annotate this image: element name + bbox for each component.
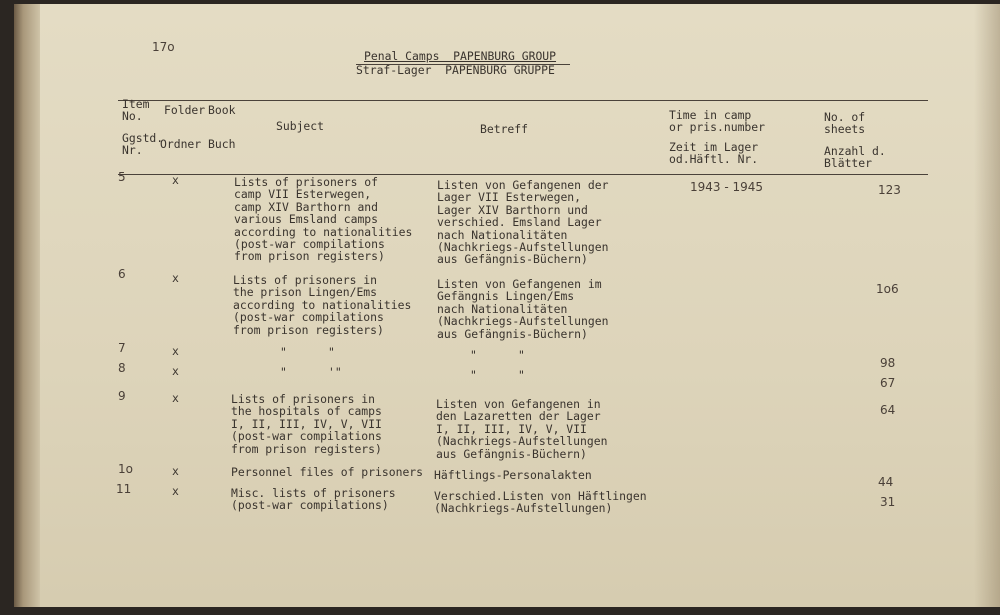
row-sheets: 123: [878, 183, 901, 197]
row-sheets: 98: [880, 356, 896, 370]
row-item-number: 7: [118, 341, 126, 355]
row-subject: Misc. lists of prisoners (post-war compilations): [231, 486, 396, 513]
row-betreff: Listen von Gefangenen in den Lazaretten der Lager I, II, III, IV, V, VII (Nachkriegs-Aufstellungen aus Gefängnis-Büchern): [436, 397, 608, 461]
row-folder-mark: x: [172, 484, 179, 498]
row-betreff: Listen von Gefangenen im Gefängnis Lingen/Ems nach Nationalitäten (Nachkriegs-Aufstellungen aus Gefängnis-Büchern): [437, 277, 609, 341]
row-betreff-ditto: " ": [470, 368, 525, 382]
header-sheets-en: No. of sheets: [824, 110, 866, 137]
header-item-de: Ggstd. Nr.: [122, 131, 164, 158]
row-betreff: Häftlings-Personalakten: [434, 468, 592, 482]
row-subject: Lists of prisoners in the prison Lingen/Ems according to nationalities (post-war compilations from prison registers): [233, 273, 412, 337]
row-item-number: 11: [116, 482, 132, 496]
row-item-number: 8: [118, 361, 126, 375]
row-subject-ditto: " ": [280, 345, 335, 359]
row-folder-mark: x: [172, 271, 179, 285]
row-folder-mark: x: [172, 173, 179, 187]
header-book-en: Book: [208, 103, 236, 117]
header-folder-en: Folder: [164, 103, 206, 117]
page-edge-shadow: [974, 4, 1000, 607]
row-sheets: 64: [880, 403, 896, 417]
row-subject: Personnel files of prisoners: [231, 465, 424, 479]
row-betreff: Verschied.Listen von Häftlingen (Nachkriegs-Aufstellungen): [434, 489, 647, 516]
page-number: 17o: [152, 40, 175, 54]
book-spine: [14, 4, 40, 607]
title-underline: [356, 64, 570, 65]
header-time-en: Time in camp or pris.number: [669, 108, 766, 135]
header-top-rule: [118, 100, 928, 101]
header-betreff: Betreff: [480, 122, 529, 136]
row-folder-mark: x: [172, 464, 179, 478]
row-item-number: 9: [118, 389, 126, 403]
header-sheets-de: Anzahl d. Blätter: [824, 144, 886, 171]
header-subject: Subject: [276, 119, 325, 133]
row-item-number: 6: [118, 267, 126, 281]
row-folder-mark: x: [172, 391, 179, 405]
row-subject-ditto: " '": [280, 365, 342, 379]
row-sheets: 67: [880, 376, 896, 390]
row-betreff-ditto: " ": [470, 348, 525, 362]
title-german: Straf-Lager PAPENBURG GRUPPE: [356, 63, 555, 77]
row-item-number: 5: [118, 170, 126, 184]
row-sheets: 44: [878, 475, 894, 489]
row-subject: Lists of prisoners in the hospitals of camps I, II, III, IV, V, VII (post-war compilations from prison registers): [231, 392, 382, 456]
header-time-de: Zeit im Lager od.Häftl. Nr.: [669, 140, 759, 167]
row-item-number: 1o: [118, 462, 133, 476]
row-time: 1943 - 1945: [690, 180, 764, 194]
header-folder-de: Ordner: [160, 137, 202, 151]
header-item-en: Item No.: [122, 97, 150, 124]
title-english: Penal Camps PAPENBURG GROUP: [364, 49, 557, 63]
row-betreff: Listen von Gefangenen der Lager VII Esterwegen, Lager XIV Barthorn und verschied. Emsland Lager nach Nationalitäten (Nachkriegs-Aufstellungen aus Gefängnis-Büchern): [437, 178, 609, 267]
row-sheets: 31: [880, 495, 896, 509]
row-sheets: 1o6: [876, 282, 899, 296]
row-folder-mark: x: [172, 364, 179, 378]
header-book-de: Buch: [208, 137, 236, 151]
row-folder-mark: x: [172, 344, 179, 358]
row-subject: Lists of prisoners of camp VII Esterwegen, camp XIV Barthorn and various Emsland camps according to nationalities (post-war compilations from prison registers): [234, 175, 413, 264]
